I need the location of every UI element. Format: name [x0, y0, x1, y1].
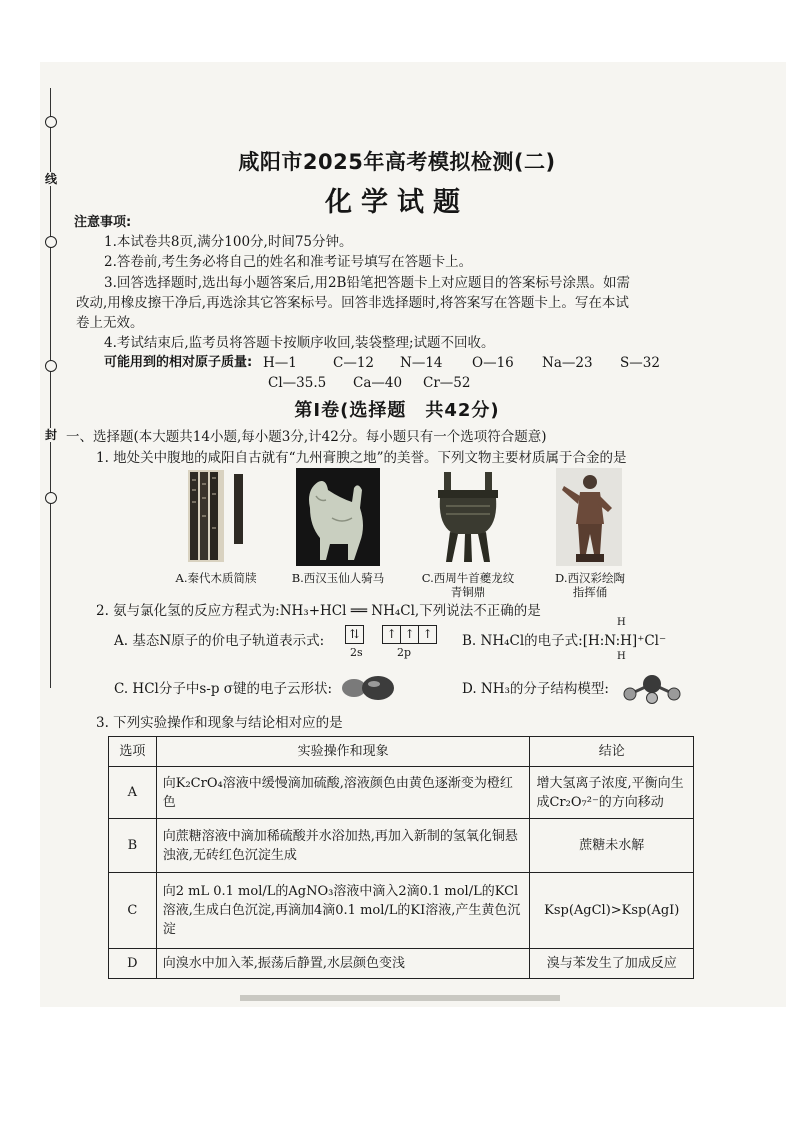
note-item: 2.答卷前,考生务必将自己的姓名和准考证号填写在答题卡上。 — [104, 254, 473, 270]
q2-option-d: D. NH₃的分子结构模型: — [462, 681, 609, 697]
q1-option-c-caption: C.西周牛首夔龙纹 — [421, 571, 515, 585]
atomic-mass-label: 可能用到的相对原子质量: — [104, 355, 253, 370]
binding-hole — [45, 360, 57, 372]
conclusion-cell: 蔗糖未水解 — [530, 819, 694, 873]
q1-option-d-caption: D.西汉彩绘陶 — [555, 571, 625, 585]
binding-hole — [45, 236, 57, 248]
electron-formula-h-bottom: H — [617, 651, 626, 662]
operation-cell: 向2 mL 0.1 mol/L的AgNO₃溶液中滴入2滴0.1 mol/L的KCl溶液,生成白色沉淀,再滴加4滴0.1 mol/L的KI溶液,产生黄色沉淀 — [156, 873, 530, 949]
page-footer-smudge — [210, 993, 590, 1006]
subject-title: 化学试题 — [325, 187, 469, 218]
table-header-cell: 实验操作和现象 — [156, 737, 530, 767]
q3-stem: 3. 下列实验操作和现象与结论相对应的是 — [96, 715, 343, 731]
atomic-mass: O—16 — [472, 355, 514, 371]
orbital-diagram — [345, 624, 437, 644]
table-header-cell: 结论 — [530, 737, 694, 767]
table-row — [109, 767, 694, 819]
atomic-mass: Cr—52 — [423, 375, 471, 391]
atomic-mass: C—12 — [333, 355, 375, 371]
q1-option-b-caption: B.西汉玉仙人骑马 — [291, 571, 385, 585]
orbital-label-2s: 2s — [350, 646, 363, 659]
binding-mark-seal: 封 — [42, 428, 60, 442]
conclusion-cell: 增大氢离子浓度,平衡向生成Cr₂O₇²⁻的方向移动 — [530, 767, 694, 819]
wooden-slips-icon — [186, 468, 248, 566]
orbital-2p-box: ↑ — [401, 625, 419, 644]
footer-smudge-icon — [210, 993, 590, 1003]
q2-option-c: C. HCl分子中s-p σ键的电子云形状: — [114, 681, 333, 697]
operation-cell: 向K₂CrO₄溶液中缓慢滴加硫酸,溶液颜色由黄色逐渐变为橙红色 — [156, 767, 530, 819]
orbital-2p-box: ↑ — [419, 625, 437, 644]
part-heading: 一、选择题(本大题共14小题,每小题3分,计42分。每小题只有一个选项符合题意) — [66, 429, 547, 445]
atomic-mass: N—14 — [400, 355, 443, 371]
table-header-cell: 选项 — [109, 737, 157, 767]
binding-mark-line: 线 — [42, 172, 60, 186]
note-item: 3.回答选择题时,选出每小题答案后,用2B铅笔把答题卡上对应题目的答案标号涂黑。如需 — [104, 275, 630, 291]
option-cell: A — [109, 767, 157, 819]
orbital-label-2p: 2p — [397, 646, 412, 659]
note-item: 1.本试卷共8页,满分100分,时间75分钟。 — [104, 234, 353, 250]
atomic-mass: Ca—40 — [353, 375, 403, 391]
conclusion-cell: 溴与苯发生了加成反应 — [530, 949, 694, 979]
binding-hole — [45, 116, 57, 128]
option-cell: B — [109, 819, 157, 873]
orbital-2p-box: ↑ — [382, 625, 401, 644]
note-item: 改动,用橡皮擦干净后,再选涂其它答案标号。回答非选择题时,将答案写在答题卡上。写在本试 — [76, 295, 629, 311]
section-title: 第Ⅰ卷(选择题 共42分) — [294, 400, 500, 421]
binding-hole — [45, 492, 57, 504]
table-row — [109, 819, 694, 873]
orbital-2s-box: ⇅ — [345, 625, 364, 644]
q1-option-a-caption: A.秦代木质简牍 — [175, 571, 257, 585]
note-item: 卷上无效。 — [76, 315, 144, 331]
pottery-figurine-icon — [556, 468, 622, 566]
table-row — [109, 949, 694, 979]
q2-option-b: B. NH₄Cl的电子式:[H:N:H]⁺Cl⁻ — [462, 633, 667, 649]
q2-stem: 2. 氨与氯化氢的反应方程式为:NH₃+HCl ══ NH₄Cl,下列说法不正确的是 — [96, 603, 541, 619]
exam-title: 咸阳市2025年高考模拟检测(二) — [238, 150, 556, 174]
nh3-ball-stick-model-icon — [620, 672, 684, 704]
atomic-mass: H—1 — [263, 355, 297, 371]
q1-stem: 1. 地处关中腹地的咸阳自古就有“九州膏腴之地”的美誉。下列文物主要材质属于合金的是 — [96, 450, 627, 466]
operation-cell: 向溴水中加入苯,振荡后静置,水层颜色变浅 — [156, 949, 530, 979]
atomic-mass: Cl—35.5 — [268, 375, 327, 391]
conclusion-cell: Ksp(AgCl)>Ksp(AgI) — [530, 873, 694, 949]
option-cell: C — [109, 873, 157, 949]
atomic-mass: S—32 — [620, 355, 660, 371]
bronze-ding-icon — [432, 468, 504, 566]
operation-cell: 向蔗糖溶液中滴加稀硫酸并水浴加热,再加入新制的氢氧化铜悬浊液,无砖红色沉淀生成 — [156, 819, 530, 873]
binding-margin — [38, 88, 64, 688]
notes-heading: 注意事项: — [74, 215, 132, 230]
option-cell: D — [109, 949, 157, 979]
q3-table — [108, 736, 694, 979]
q1-option-d-caption-2: 指挥俑 — [572, 585, 608, 599]
s-p-orbital-cloud-icon — [340, 674, 396, 702]
q1-option-c-caption-2: 青铜鼎 — [450, 585, 486, 599]
jade-horse-rider-icon — [296, 468, 380, 566]
electron-formula-h-top: H — [617, 617, 626, 628]
table-row — [109, 873, 694, 949]
note-item: 4.考试结束后,监考员将答题卡按顺序收回,装袋整理;试题不回收。 — [104, 335, 495, 351]
atomic-mass: Na—23 — [542, 355, 593, 371]
q2-option-a: A. 基态N原子的价电子轨道表示式: — [114, 633, 325, 649]
table-header-row — [109, 737, 694, 767]
